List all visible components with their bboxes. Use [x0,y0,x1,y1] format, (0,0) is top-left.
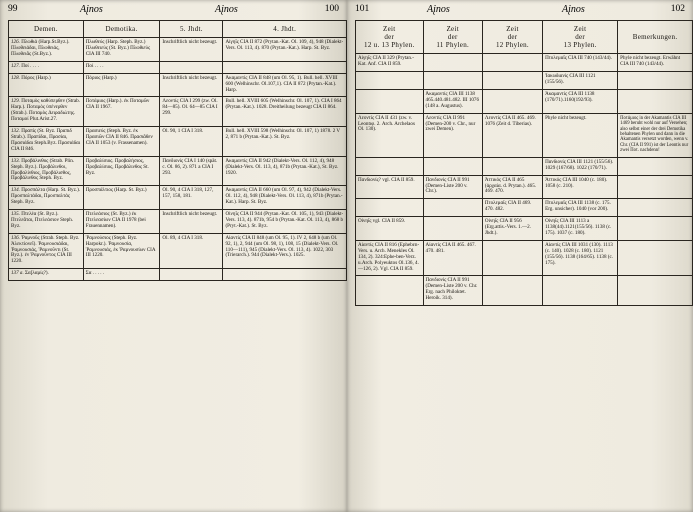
cell-bemerkungen [618,89,693,113]
cell-zeit-12-13 [356,89,424,113]
demen-text: Πλωθιά (Harp.St.Byz.). Πλωθειάδαι, Πλωθειάς, Πλωθειᾶς (St.Byz.). [11,39,70,57]
right-page-number-right: 102 [670,4,685,14]
cell-zeit-13: Πτολεμαΐς CIA III 1138 (c. 175. Erg. unsicher). 1040 (vor 200). [543,199,618,217]
left-page-number: 99 [8,4,18,14]
hdr-line2: der [447,33,458,42]
table-row [9,233,347,269]
hdr-line3: 11 Phylen. [436,41,470,50]
demen-text: Πτελέα (St. Byz.). Πτελεᾶται, Πτελεάσιον Steph. Byz. [11,211,74,229]
cell-4jhdt: Ἀκαμαντίς CIA II 848 (um Ol. 95, 1). Bull. hell. XVIII 600 (Welhinschr. Ol.107,1). CIA II 872 (Prytan.-Kat.). Harp. [223,73,347,97]
cell-demotika: Ποτάμιος (Harp.). ἐκ Ποταμῶν CIA II 1967. [83,97,160,127]
row-number: 127. [11,62,20,69]
row-number: 132. [11,128,20,135]
table-row [356,54,693,72]
column-header-4jhdt: 4. Jhdt. [223,21,347,38]
demen-text: Πόρος (Harp.) [21,74,51,81]
column-header-demotika: Demotika. [83,21,160,38]
right-page-number: 101 [355,4,370,14]
table-row [9,269,347,281]
hdr-line2: der [384,33,395,42]
cell-5jhdt: Πανδιονίς CIA I 140 (spät. c. Ol. 86, 2). 871 a CIA I 293. [160,156,223,186]
cell-demotika: Ῥαμνούσιος (Steph. Byz. Harpokr.). Ῥαμνουσία, Ῥαμνουσιάς, ἐκ Ῥαμνουσίων CIA III 1220. [83,233,160,269]
column-header-5jhdt: 5. Jhdt. [160,21,223,38]
row-number: 136. [11,234,20,241]
column-header-zeit-12-13 [356,21,424,54]
right-running-head-2: Aįnos [562,4,585,15]
cell-zeit-11 [423,54,482,72]
demen-text: Ποί . . . . [21,62,39,69]
table-row [9,210,347,234]
cell-4jhdt: Bull. hell. XVIII 598 (Welhinschr. Ol. 107, 1) 1878. 2 V 2, 871 b (Prytan.-Kat.). St. Byz. [223,127,347,157]
table-row [9,186,347,210]
cell-demen [9,97,84,127]
cell-4jhdt: Ἀκαμαντίς CIA II 660 (um Ol. 97, 4), 942 (Dialekt-Vers. Ol. 112, 4), 948 (Dialekt-Vers. Ol. 113, 4), 871b (Prytan.-Kat.). Harp. St. Byz. [223,186,347,210]
cell-zeit-12-13 [356,72,424,90]
left-page-header [0,4,347,20]
cell-4jhdt: Bull. hell. XVIII 605 (Welhinschr. Ol. 107, 1). CIA I 864 (Prytan.-Kat.). 1028. Dreitheilung bezeugt CIA II 864. [223,97,347,127]
table-row [356,89,693,113]
table-row [9,73,347,97]
cell-zeit-13 [543,276,618,306]
left-running-head-1: Aįnos [80,4,103,15]
cell-demotika: Σα . . . . . [83,269,160,281]
table-row [9,38,347,62]
row-number: 129. [11,98,20,105]
hdr-line1: Zeit [446,25,459,33]
cell-5jhdt: Inschriftlich nicht bezeugt. [160,38,223,62]
cell-bemerkungen [618,175,693,199]
cell-zeit-12 [482,89,542,113]
cell-zeit-11 [423,199,482,217]
cell-demen [9,269,84,281]
demen-text: Πραπίς (St. Byz. Πραπιδ Strab.). Πραπίδαι, Πρασίαι, Πρασιάδαι Steph.Byz. Πρασιάδαι CIA II 846. [11,128,81,152]
row-number: 133. [11,157,20,164]
left-page-number-right: 100 [324,4,339,14]
cell-bemerkungen [618,276,693,306]
hdr-line1: Zeit [573,25,587,33]
cell-demen [9,156,84,186]
table-row [9,127,347,157]
cell-bemerkungen [618,157,693,175]
cell-5jhdt: Ol. 90, 1 CIA I 318. [160,127,223,157]
cell-zeit-12-13 [356,157,424,175]
table-header-row [9,21,347,38]
cell-zeit-11: Ἀκαμαντίς CIA III 1138 465.440.481.482. III 1076 (148 a. Augustus). [423,89,482,113]
table-row [9,156,347,186]
left-table [8,20,347,281]
cell-zeit-12: Πτολεμαΐς CIA II 469. 470. 482. [482,199,542,217]
cell-zeit-11 [423,72,482,90]
table-row [9,61,347,73]
cell-zeit-13: Ἀττικός CIA III 1040 (c. 180). 1058 (c. 210). [543,175,618,199]
cell-5jhdt: Ol. 90, 4 CIA I 318, 127, 157, 158, 181. [160,186,223,210]
cell-zeit-13: Πανδιονίς CIA III 1121 (155/56). 1029 (167/68). 1022 (170/71). [543,157,618,175]
cell-demen [9,233,84,269]
table-header-row [356,21,693,54]
demen-text: Ποταμὸς καθύπερθεν (Strab. Harp.). Ποταμὸς ὑπένερθεν (Strab.). Ποταμὸς Δειραδιώτης. Ποταμοί Plut.Arist.27. [11,98,80,123]
cell-zeit-12-13: Αἰαντίς CIA II 816 (Ephebεn-Vers. u. Arch. Menekles Ol. 134, 2). 324:Ephe-ben-Verz. u.Arch. Polyeuktos Ol.136, 4.—126, 2). Vgl. CIA II 859. [356,240,424,276]
table-row [356,157,693,175]
cell-demotika: Πτελεάσιος (St. Byz.) ἐκ Πτελεασίων CIA II 1978 (bei Frauennamen). [83,210,160,234]
cell-zeit-11 [423,157,482,175]
cell-zeit-12 [482,240,542,276]
cell-zeit-11: Αἰαντίς CIA II 465. 467. 470. 481. [423,240,482,276]
cell-4jhdt [223,61,347,73]
hdr-line2: der [507,33,518,42]
cell-zeit-12-13: Λεοντίς CIA II 431 (zw. v. Leontιφ. 2. Arch. Archelaos Ol. 130). [356,113,424,157]
column-header-bemerkungen: Bemerkungen. [618,21,693,54]
cell-zeit-12-13: Αἰγηΐς CIA II 329 (Prytan.-Kat. Anf. CIA II 859. [356,54,424,72]
cell-5jhdt: Ol. 89, 4 CIA I 318. [160,233,223,269]
cell-zeit-13: Ἀκαμαντίς CIA III 1138 (170/71).1160(192/93). [543,89,618,113]
cell-zeit-13: Αἰαντίς CIA III 1031 (130). 1113 (c. 140). 1028 (c. 180). 1121 (155/56). 1138 (164/65). 1138 (c. 175). [543,240,618,276]
cell-demen [9,61,84,73]
cell-zeit-12-13: Πανδιονίς? vgl. CIA II 859. [356,175,424,199]
cell-zeit-11: Πανδιονίς CIA II 991 (Demen-Liste 200 v. Chr.). [423,175,482,199]
row-number: 137 a. [11,270,24,277]
hdr-line2: der [575,33,586,42]
cell-zeit-12: Λεοντίς CIA II 465. 469. 1076 (Zeit d. Tiberias). [482,113,542,157]
demen-text: Σα[λαμίς?). [25,270,49,277]
hdr-line3: 12 u. 13 Phylen. [364,41,415,50]
cell-bemerkungen [618,240,693,276]
cell-zeit-12 [482,276,542,306]
cell-5jhdt: Λεοντίς CIA I 299 (zw. Ol. 84—85). Ol. 64—85 CIA I 299. [160,97,223,127]
hdr-line1: Zeit [506,25,519,33]
right-page-header [347,4,693,20]
cell-zeit-12-13: Οἰνηΐς vgl. CIA II 859. [356,217,424,241]
cell-bemerkungen [618,217,693,241]
right-page [347,0,693,512]
cell-bemerkungen: Πoτάμιος in der Akamantis CIA III 1469 beruht wohl nur auf Versehen; also selbst einer der drei Demotika behaltenen Phylen und dann in die Akamantis versetzt worden, wenn v. Chr. (CIA II 991) ist der Leontis nur zwei Πoτ. nachdenn! [618,113,693,157]
cell-zeit-12 [482,157,542,175]
cell-demotika: Ποί . . . . [83,61,160,73]
column-header-zeit-11 [423,21,482,54]
cell-demotika: Προσπάλτιος (Harp. St. Byz.) [83,186,160,210]
cell-zeit-13: Ἰακωδιανίς CIA III 1121 (155/56). [543,72,618,90]
cell-demen [9,38,84,62]
column-header-zeit-13 [543,21,618,54]
cell-demotika: Πρασιεύς (Steph. Byz. ἐκ Πρασιῶν CIA II 846. Πρασιᾶθεν CIA II 1053 (v. Frassenamen). [83,127,160,157]
cell-4jhdt [223,269,347,281]
cell-4jhdt: Αἰαντίς CIA II 848 (um Ol. 95, 1). IV 2, 648 b (um Ol. 92, 1), 2, 944 (um Ol. 98, 1), 108, 15 (Dialekt-Vers. Ol. 110—111), 945 (Dialekt-Vers. Ol. 113, 4). 1022, 303 (Trierarch.). 944 (Dialekt-Vers.). 1025. [223,233,347,269]
hdr-line3: 13 Phylen. [563,41,597,50]
cell-zeit-11 [423,217,482,241]
table-row [356,199,693,217]
table-row [356,72,693,90]
table-row [356,240,693,276]
cell-demen [9,186,84,210]
cell-4jhdt: Οἰνηΐς CIA II 944 (Prytan.-Kat. Ol. 105, 1), 943 (Dialekt-Vers. 113, 4). 871b, 954 b (Prytan.-Kat. Ol. 113, 4), 868 b (Pryt.-Kat.). St. Byz. [223,210,347,234]
right-running-head-1: Aįnos [427,4,450,15]
cell-zeit-12 [482,72,542,90]
cell-zeit-13: Phyle nicht bezeugt. [543,113,618,157]
cell-zeit-13: Πτολεμαΐς CIA III 740 (143/44). [543,54,618,72]
cell-zeit-12 [482,54,542,72]
cell-zeit-13: Οἰνηΐς CIA III 1113 a 1138(44).1121(155/56). 1138 (c. 175). 1037 (c. 180). [543,217,618,241]
cell-bemerkungen [618,199,693,217]
cell-5jhdt [160,61,223,73]
cell-demen [9,73,84,97]
cell-4jhdt: Ἀκαμαντίς CIA II 942 (Dialekt-Vers. Ol. 112, 4), 948 (Dialekt-Vers. Ol. 113, 4), 871b (Prytan.-Kat.), St. Byz. 1920. [223,156,347,186]
cell-zeit-12-13 [356,276,424,306]
cell-zeit-11: Λεοντίς CIA II 991 (Demen-200 v. Chr., nur zwei Demen). [423,113,482,157]
cell-5jhdt: Inschriftlich nicht bezeugt. [160,73,223,97]
cell-bemerkungen [618,72,693,90]
table-row [356,276,693,306]
row-number: 134. [11,187,20,194]
demen-text: Προσπάλτα (Harp. St. Byz.). Προσπαλτάδαι, Προσπαλτάς Steph. Byz. [11,187,81,206]
cell-zeit-12: Ἀττικός CIA II 465 (ἀρχαία. d. Prytan.). 465. 469. 470. [482,175,542,199]
cell-bemerkungen: Phyle nicht bezeugt. Erwähnt CIA III 740 (143/44). [618,54,693,72]
cell-demen [9,210,84,234]
cell-4jhdt: Αἰγηΐς CIA II 872 (Prytan.-Kat. Ol. 109, 4), 948 (Dialekt-Vers. Ol. 113, 4). 870 (Prytan.-Kat.). Harp. St. Byz. [223,38,347,62]
cell-5jhdt: Inschriftlich nicht bezeugt. [160,210,223,234]
table-row [9,97,347,127]
table-row [356,217,693,241]
cell-zeit-11: Πανδιονίς CIA II 991 (Demen-Liste 200 v. Chr. Erg. nach Philoktet. Heroik. 314). [423,276,482,306]
left-running-head-2: Aįnos [215,4,238,15]
cell-demotika: Πλωθεύς (Harp. Steph. Byz.) Πλωθειεύς (St. Byz.) Πλωθιεύς CIA III 740. [83,38,160,62]
row-number: 126. [11,39,20,46]
hdr-line1: Zeit [383,25,396,33]
right-table [355,20,693,306]
hdr-line3: 12 Phylen. [496,41,529,50]
cell-demotika: Πόριος (Harp.) [83,73,160,97]
cell-5jhdt [160,269,223,281]
column-header-zeit-12 [482,21,542,54]
cell-zeit-12: Οἰνηΐς CIA II 956 (Erg.attis.-Vers. 1.—2. Jhdt.). [482,217,542,241]
demen-text: Ῥαμνοῦς (Strab. Steph. Byz. Ἀλεκτίονεῖ). Ῥαμνουσιάδαι, Ῥαμνουσιάς, Ῥαμνοῦντι (St. Byz.). ἐν Ῥαμνοῦντος CIA III 1220. [11,234,80,265]
cell-demen [9,127,84,157]
demen-text: Προβάλινθος (Strab. Plin. Steph. Byz.). Προβάλινθοι, Προβαλίνθιος, Προβάλισθος, Προβάλινθος Steph. Byz. [11,157,75,182]
table-row [356,175,693,199]
table-row [356,113,693,157]
cell-demotika: Προβαλίσιος. Προβαλήσιος, Προβαλίσιος, Προβάλινθος St. Byz. [83,156,160,186]
cell-zeit-12-13 [356,199,424,217]
column-header-demen: Demen. [9,21,84,38]
row-number: 128. [11,74,20,81]
row-number: 135. [11,211,20,218]
